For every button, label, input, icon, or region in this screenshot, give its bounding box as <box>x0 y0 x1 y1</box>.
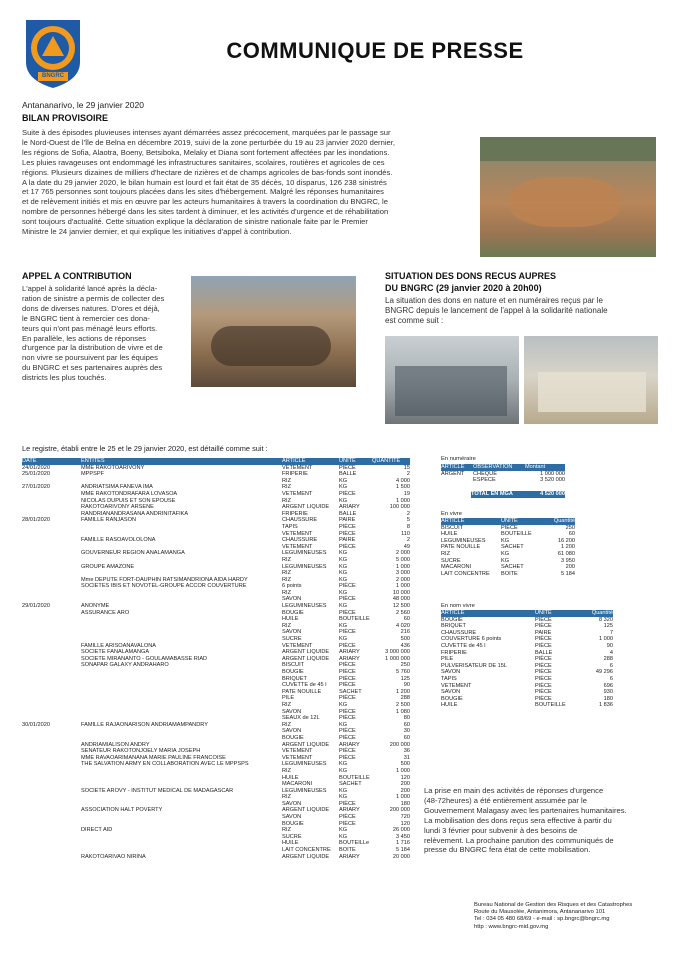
table-row: BOUGIE PIÈCE 120 <box>282 820 410 827</box>
bngrc-logo <box>22 16 84 90</box>
numeraire-total <box>471 491 565 498</box>
table-row: LAIT CONCENTRE BOITE 5 184 <box>441 570 575 577</box>
table-row: SAVON PIÈCE 1 080 <box>282 708 410 715</box>
col-header: DATE <box>22 458 81 465</box>
table-row: HUILE BOUTEILLE 60 <box>441 531 575 538</box>
table-row: BRIQUET PIÈCE 125 <box>441 623 613 630</box>
table-row: TAPIS PIÈCE 6 <box>441 675 613 682</box>
table-row: SEAUX de 12L PIÈCE 80 <box>282 715 410 722</box>
col-header: UNITE <box>535 610 581 617</box>
table-row: VETEMENT PIÈCE 696 <box>441 682 613 689</box>
col-header: Montant <box>525 464 565 471</box>
bilan-title: BILAN PROVISOIRE <box>22 113 109 123</box>
table-row: HUILE BOUTEILLE 60 <box>282 616 410 623</box>
total-label: TOTAL EN MGA <box>471 491 530 498</box>
table-row: BISCUIT PIÈCE 250 <box>441 524 575 531</box>
table-row: FAMILLE ARISOANAVALONA VETEMENT PIÈCE 436 <box>81 642 410 649</box>
table-row: ASSURANCE ARO BOUGIE PIÈCE 2 560 <box>81 609 410 616</box>
table-row: 25/01/2020 MPPSPF FRIPERIE BALLE 2 <box>22 471 410 478</box>
table-row: HUILE BOUTEILLe 1 716 <box>282 840 410 847</box>
table-row: ASSOCIATION HALT POVERTY ARGENT LIQUIDE ARIARY 200 000 <box>81 807 410 814</box>
table-row: 29/01/2020 ANONYME LEGUMINEUSES KG 12 500 <box>22 603 410 610</box>
table-row: FRIPERIE BALLE 4 <box>441 649 613 656</box>
donated-goods-photo <box>524 336 658 424</box>
table-row: RIZ KG 1 000 <box>282 794 410 801</box>
table-row: GOUVERNEUR REGION ANALAMANGA LEGUMINEUSES KG 2 000 <box>81 550 410 557</box>
table-row: RIZ KG 4 020 <box>282 622 410 629</box>
table-row: RANDRIANANDRASANA ANDRINITAFIKA FRIPERIE BALLE 2 <box>81 510 410 517</box>
table-row: BOUGIE PIÈCE 180 <box>441 695 613 702</box>
donors-group-photo <box>385 336 519 424</box>
table-row: 24/01/2020 MME RAKOTOARIVONY VETEMENT PIÈCE 15 <box>22 464 410 471</box>
crowd-distribution-photo <box>191 276 356 387</box>
col-header: UNITE <box>339 458 372 465</box>
table-row: HUILE BOUTEILLE 1 836 <box>441 702 613 709</box>
bilan-text: Suite à des épisodes pluvieuses intenses ayant démarrées assez précocement, marquées par le passage sur le Nord-Ouest de l'île de Belna en décembre 2019, suivi de la zone perturbée du 19 au 23 janvier 2020 dernier, les régions de Sofia, Alaotra, Boeny, Betsiboka, Melaky et Diana sont fortement affectées par les inondations. Les pluies ravageuses ont endommagé les infrastructures sanitaires, scolaires, routières et agricoles de ces régions. Plusieurs dizaines de milliers d'hectare de rizières et de champs agricoles de bas-fonds sont inondés. A la date du 29 janvier 2020, le bilan humain est lourd et fait état de 35 décès, 10 disparus, 126 238 sinistrés et 17 765 personnes sont toujours placées dans les sites d'hébergement. Malgré les réponses humanitaires et de relèvement initiés et mis en œuvre par les acteurs humanitaires à travers la coordination du BNGRC, le nombre de personnes hébergé dans les sites tardent à diminuer, et les activités d'urgence et de réhabilitation sont toujours d'actualité. Cette situation explique la déclaration de sinistre nationale faite par le Premier Ministre le 24 janvier dernier, et qui explique les initiatives d'appel à contribution. <box>22 128 395 237</box>
table-row: BOUGIE PIÈCE 60 <box>282 734 410 741</box>
appel-text: L'appel à solidarité lancé après la décla- ration de sinistre a permis de collecter des dons de diverses natures. D'ores et déjà, le BNGRC tient à remercier ces dona- teurs qui n'ont pas ménagé leurs efforts. En parallèle, les actions de réponses d'urgence par la distribution de vivre et de non vivre se poursuivent par les équipes du BNGRC et ses partenaires auprès des districts les plus touchés. <box>22 284 165 383</box>
table-row: RIZ KG 4 000 <box>282 477 410 484</box>
numeraire-table <box>441 464 565 484</box>
table-row: SOCIETE AROVY - INSTITUT MEDICAL DE MADAGASCAR LEGUMINEUSES KG 200 <box>81 787 410 794</box>
table-row: RIZ KG 3 000 <box>282 570 410 577</box>
closing-text: La prise en main des activités de réponses d'urgence (48-72heures) a été entièrement assumée par le Gouvernement Malagasy avec les partenaires humanitaires. La mobilisation des dons reçus sera effective à partir du lundi 3 février pour subvenir à des besoins de relèvement. La prochaine parution des communiqués de presse du BNGRC fera état de cette mobilisation. <box>424 786 627 855</box>
vivre-header-row <box>441 518 575 525</box>
col-header: ARTICLE <box>441 610 535 617</box>
table-row: LEGUMINEUSES KG 16 200 <box>441 537 575 544</box>
table-row: TAPIS PIÈCE 8 <box>282 523 410 530</box>
non-vivre-caption: En nom vivre <box>441 603 475 609</box>
total-value: 4 520 000 <box>530 491 565 498</box>
vivre-caption: En vivre <box>441 511 462 517</box>
table-row: ARGENT CHEQUE 1 000 000 <box>441 470 565 477</box>
table-row: PULVERISATEUR DE 15L PIÈCE 6 <box>441 662 613 669</box>
situation-text: La situation des dons en nature et en numéraires reçus par le BNGRC depuis le lancement de l'appel à la solidarité nationale est comme suit : <box>385 296 608 325</box>
table-row: SAVON PIÈCE 49 296 <box>441 669 613 676</box>
table-row: SAVON PIÈCE 30 <box>282 728 410 735</box>
table-row: DIRECT AID RIZ KG 26 000 <box>81 827 410 834</box>
numeraire-header-row <box>441 464 565 471</box>
page-title: COMMUNIQUE DE PRESSE <box>226 38 524 63</box>
col-header: OBSERVATION <box>473 464 525 471</box>
col-header: ARTICLE <box>441 464 473 471</box>
table-row: SAVON PIÈCE 48 000 <box>282 596 410 603</box>
table-row: SUCRE KG 3 950 <box>441 557 575 564</box>
col-header: ENTITES <box>81 458 282 465</box>
table-row: SOCIETE MIRANANTO - GOULAMABASSE RIAD ARGENT LIQUIDE ARIARY 1 000 000 <box>81 655 410 662</box>
table-row: PATE NOUILLE SACHET 1 200 <box>441 544 575 551</box>
non-vivre-header-row <box>441 610 613 617</box>
register-intro: Le registre, établi entre le 25 et le 29 janvier 2020, est détaillé comme suit : <box>22 444 268 453</box>
col-header: QUANTITE <box>372 458 410 465</box>
table-row: NICOLAS DUPUIS ET SON EPOUSE RIZ KG 1 000 <box>81 497 410 504</box>
col-header: UNITE <box>501 518 541 525</box>
table-row: COUVERTURE 6 points PIÈCE 1 000 <box>441 636 613 643</box>
table-row: BOUGIE PIÈCE 5 760 <box>282 669 410 675</box>
table-row: THE SALVATION ARMY EN COLLABORATION AVEC LE MPPSPS LEGUMINEUSES KG 500 <box>81 761 410 768</box>
table-row: RIZ KG 2 500 <box>282 701 410 708</box>
table-row: SOCIETES IBIS ET NOVOTEL-GROUPE ACCOR COUVERTURE 6 points PIÈCE 1 000 <box>81 583 410 590</box>
col-header: Quantité <box>581 610 613 617</box>
table-row: SUCRE KG 500 <box>282 636 410 643</box>
table-row: SAVON PIÈCE 720 <box>282 814 410 821</box>
table-row: SAVON PIÈCE 216 <box>282 629 410 636</box>
vivre-table <box>441 518 575 577</box>
col-header: Quantité <box>541 518 575 525</box>
table-row: VETEMENT PIÈCE 49 <box>282 543 410 550</box>
table-row: 30/01/2020 FAMILLE RAJAONARISON ANDRIAMAMPANDRY RIZ KG 60 <box>22 721 410 728</box>
table-row: MACARONI SACHET 200 <box>441 564 575 571</box>
table-row: SENATEUR RAKOTONJOELY MARIA JOSEPH VETEMENT PIÈCE 36 <box>81 748 410 755</box>
table-row: SUCRE KG 3 450 <box>282 833 410 840</box>
situation-title-2: DU BNGRC (29 janvier 2020 à 20h00) <box>385 283 542 293</box>
table-row: MME RAKOTONDRAFARA LOVASOA VETEMENT PIÈCE 19 <box>81 490 410 497</box>
table-row: SONAPAR GALAXY ANDRAHARO BISCUIT PIÈCE 250 <box>81 662 410 669</box>
table-row: 27/01/2020 ANDRIATSIMA FANEVA IMA RIZ KG 1 500 <box>22 484 410 491</box>
logo-text: BNGRC <box>42 73 64 79</box>
non-vivre-table <box>441 610 613 709</box>
table-row: RIZ KG 5 000 <box>282 556 410 563</box>
table-row: CHAUSSURE PAIRE 7 <box>441 629 613 636</box>
numeraire-caption: En numéraire <box>441 456 476 462</box>
footer-contact: Bureau National de Gestion des Risques et des Catastrophes Route du Mausolée, Antanimora, Antananarivo 101 Tel : 034 05 480 68/69 - e-mail : sp.bngrc@bngrc.mg http : www.bngrc-mid.gov.mg <box>474 902 633 930</box>
table-row: CUVETTE de 45 l PIÈCE 90 <box>441 642 613 649</box>
table-row: PILE PIÈCE 288 <box>282 695 410 702</box>
table-row: ESPECE 3 520 000 <box>473 477 565 484</box>
table-row: Mme DEPUTE FORT-DAUPHIN RATSIMANDRIONA AIDA HARDY RIZ KG 2 000 <box>81 576 410 583</box>
table-row: SAVON PIÈCE 930 <box>441 689 613 696</box>
table-row: RAKOTOARIVONY ARSENE ARGENT LIQUIDE ARIARY 100 000 <box>81 504 410 511</box>
register-header-row <box>22 458 410 465</box>
table-row: SAVON PIÈCE 180 <box>282 800 410 807</box>
table-row: FAMILLE RASOAVOLOLONA CHAUSSURE PAIRE 2 <box>81 537 410 544</box>
table-row: PILE PIÈCE 288 <box>441 656 613 663</box>
table-row: CUVETTE de 45 l PIÈCE 90 <box>282 682 410 689</box>
table-row: LAIT CONCENTRE BOITE 5 184 <box>282 847 410 854</box>
table-row: BOUGIE PIÈCE 8 320 <box>441 616 613 623</box>
table-row: MME RAVAOARIMANANA MARIE PAULINE FRANCOISE VETEMENT PIÈCE 31 <box>81 754 410 761</box>
col-header: ARTICLE <box>441 518 501 525</box>
table-row: RIZ KG 61 080 <box>441 550 575 557</box>
table-row: PATE NOUILLE SACHET 1 200 <box>282 688 410 695</box>
table-row: HUILE BOUTEILLE 120 <box>282 774 410 781</box>
table-row: VETEMENT PIÈCE 110 <box>282 530 410 537</box>
table-row: RIZ KG 1 000 <box>282 767 410 774</box>
flood-aerial-photo <box>480 137 656 257</box>
table-row: GROUPE AMAZONE LEGUMINEUSES KG 1 000 <box>81 563 410 570</box>
situation-title-1: SITUATION DES DONS RECUS AUPRES <box>385 271 557 281</box>
table-row: RAKOTOARIVAO NIRINA ARGENT LIQUIDE ARIARY 20 000 <box>81 853 410 860</box>
table-row: RIZ KG 10 000 <box>282 589 410 596</box>
appel-title: APPEL A CONTRIBUTION <box>22 271 132 281</box>
table-row: 28/01/2020 FAMILLE RANJASON CHAUSSURE PAIRE 5 <box>22 517 410 524</box>
date-line: Antananarivo, le 29 janvier 2020 <box>22 100 144 110</box>
register-table <box>22 458 410 860</box>
col-header: ARTICLE <box>282 458 339 465</box>
table-row: ANDRIAMIALISON ANDRY ARGENT LIQUIDE ARIARY 200 000 <box>81 741 410 748</box>
table-row: SOCIETE FANALAMANGA ARGENT LIQUIDE ARIARY 3 000 000 <box>81 649 410 656</box>
table-row: BRIQUET PIÈCE 125 <box>282 675 410 682</box>
table-row: MACARONI SACHET 200 <box>282 781 410 788</box>
